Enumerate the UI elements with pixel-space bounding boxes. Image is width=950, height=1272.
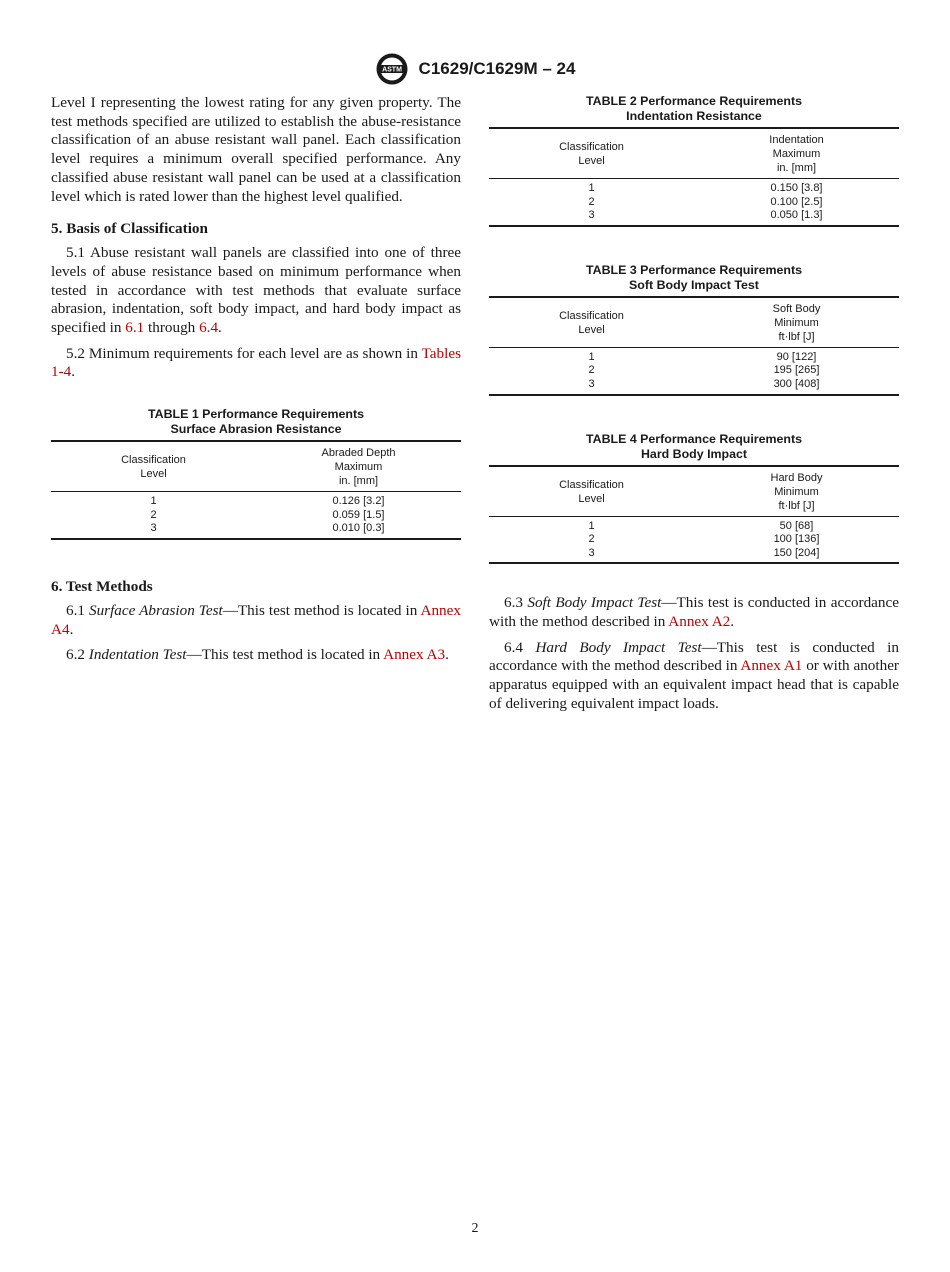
- table-2-title: TABLE 2 Performance Requirements Indentation Resistance: [586, 94, 802, 123]
- paragraph-6-2: 6.2 Indentation Test—This test method is located in Annex A3.: [66, 646, 449, 664]
- table-1: [51, 407, 461, 540]
- logo-text: ASTM: [381, 66, 402, 74]
- link-6-1[interactable]: 6.1: [125, 319, 145, 337]
- table-3-col-classification: Classification Level: [559, 309, 624, 336]
- left-column: [51, 94, 461, 665]
- table-2-grid: [489, 127, 899, 227]
- table-3-grid: [489, 296, 899, 396]
- paragraph-5-1: 5.1 Abuse resistant wall panels are classified into one of three levels of abuse resistance based on minimum performance when tested in accordance with test methods that evaluate surface abrasion, indentation, soft body impact, and hard body impact as specified in 6.1 through 6.4.: [51, 244, 461, 337]
- table-row: 2 0.059 [1.5]: [150, 508, 385, 521]
- intro-paragraph: Level I representing the lowest rating for any given property. The test methods specified are utilized to establish the abuse-resistance classification of an abuse resistant wall panel. Each classification level requires a minimum overall specified performance. Any classified abuse resistant wall panel can be used at a classification level which is rated lower than the highest level qualified.: [51, 94, 461, 205]
- link-annex-a3[interactable]: Annex A3: [383, 646, 446, 664]
- table-3-title: TABLE 3 Performance Requirements Soft Body Impact Test: [586, 262, 802, 292]
- page-number: 2: [471, 1221, 479, 1236]
- table-2-col-value: Indentation Maximum in. [mm]: [769, 134, 824, 174]
- document-id: C1629/C1629M – 24: [418, 59, 576, 78]
- table-1-col-value: Abraded Depth Maximum in. [mm]: [321, 447, 396, 488]
- table-row: 3 300 [408]: [489, 378, 899, 395]
- paragraph-6-4: 6.4 Hard Body Impact Test—This test is conducted in accordance with the method described in Annex A1 or with another apparatus equipped with an equivalent impact head that is capable of delivering equivalent impact loads.: [489, 638, 899, 712]
- page-header: [0, 52, 950, 86]
- table-1-grid: [51, 440, 461, 540]
- paragraph-6-3: 6.3 Soft Body Impact Test—This test is conducted in accordance with the method described in Annex A2.: [489, 594, 899, 631]
- right-column: [489, 94, 899, 714]
- table-row: 3 150 [204]: [489, 547, 899, 564]
- table-row: 3 0.050 [1.3]: [489, 209, 899, 226]
- table-4-col-value: Hard Body Minimum ft·lbf [J]: [770, 471, 823, 512]
- table-4-grid: [489, 465, 899, 565]
- link-tables-1-4[interactable]: Tables 1-4: [51, 344, 461, 381]
- table-4-title: TABLE 4 Performance Requirements Hard Body Impact: [586, 431, 802, 461]
- table-row: 1 0.126 [3.2]: [150, 495, 385, 508]
- table-row: 2 195 [265]: [588, 364, 820, 377]
- table-4: [489, 432, 899, 565]
- table-3-col-value: Soft Body Minimum ft·lbf [J]: [772, 302, 821, 343]
- section-6-heading: 6. Test Methods: [51, 577, 153, 595]
- table-4-col-classification: Classification Level: [559, 478, 624, 505]
- table-row: 1 90 [122]: [588, 350, 817, 363]
- paragraph-5-2: 5.2 Minimum requirements for each level are as shown in Tables 1-4.: [51, 344, 461, 381]
- astm-logo: [375, 52, 409, 86]
- table-1-title: TABLE 1 Performance Requirements Surface Abrasion Resistance: [148, 407, 364, 437]
- table-row: 1 50 [68]: [588, 519, 814, 532]
- link-annex-a4[interactable]: Annex A4: [51, 601, 461, 638]
- section-5-heading: 5. Basis of Classification: [51, 220, 208, 238]
- paragraph-6-1: 6.1 Surface Abrasion Test—This test method is located in Annex A4.: [51, 601, 461, 638]
- table-2-col-classification: Classification Level: [559, 141, 624, 167]
- table-row: 2 0.100 [2.5]: [588, 195, 823, 208]
- table-2: [489, 94, 899, 227]
- table-row: 3 0.010 [0.3]: [51, 522, 461, 539]
- table-3: [489, 263, 899, 396]
- table-row: 1 0.150 [3.8]: [588, 182, 823, 194]
- table-1-col-classification: Classification Level: [121, 454, 186, 481]
- link-6-4[interactable]: 6.4: [199, 319, 219, 337]
- link-annex-a1[interactable]: Annex A1: [740, 657, 803, 675]
- link-annex-a2[interactable]: Annex A2: [668, 613, 731, 631]
- table-row: 2 100 [136]: [588, 533, 820, 546]
